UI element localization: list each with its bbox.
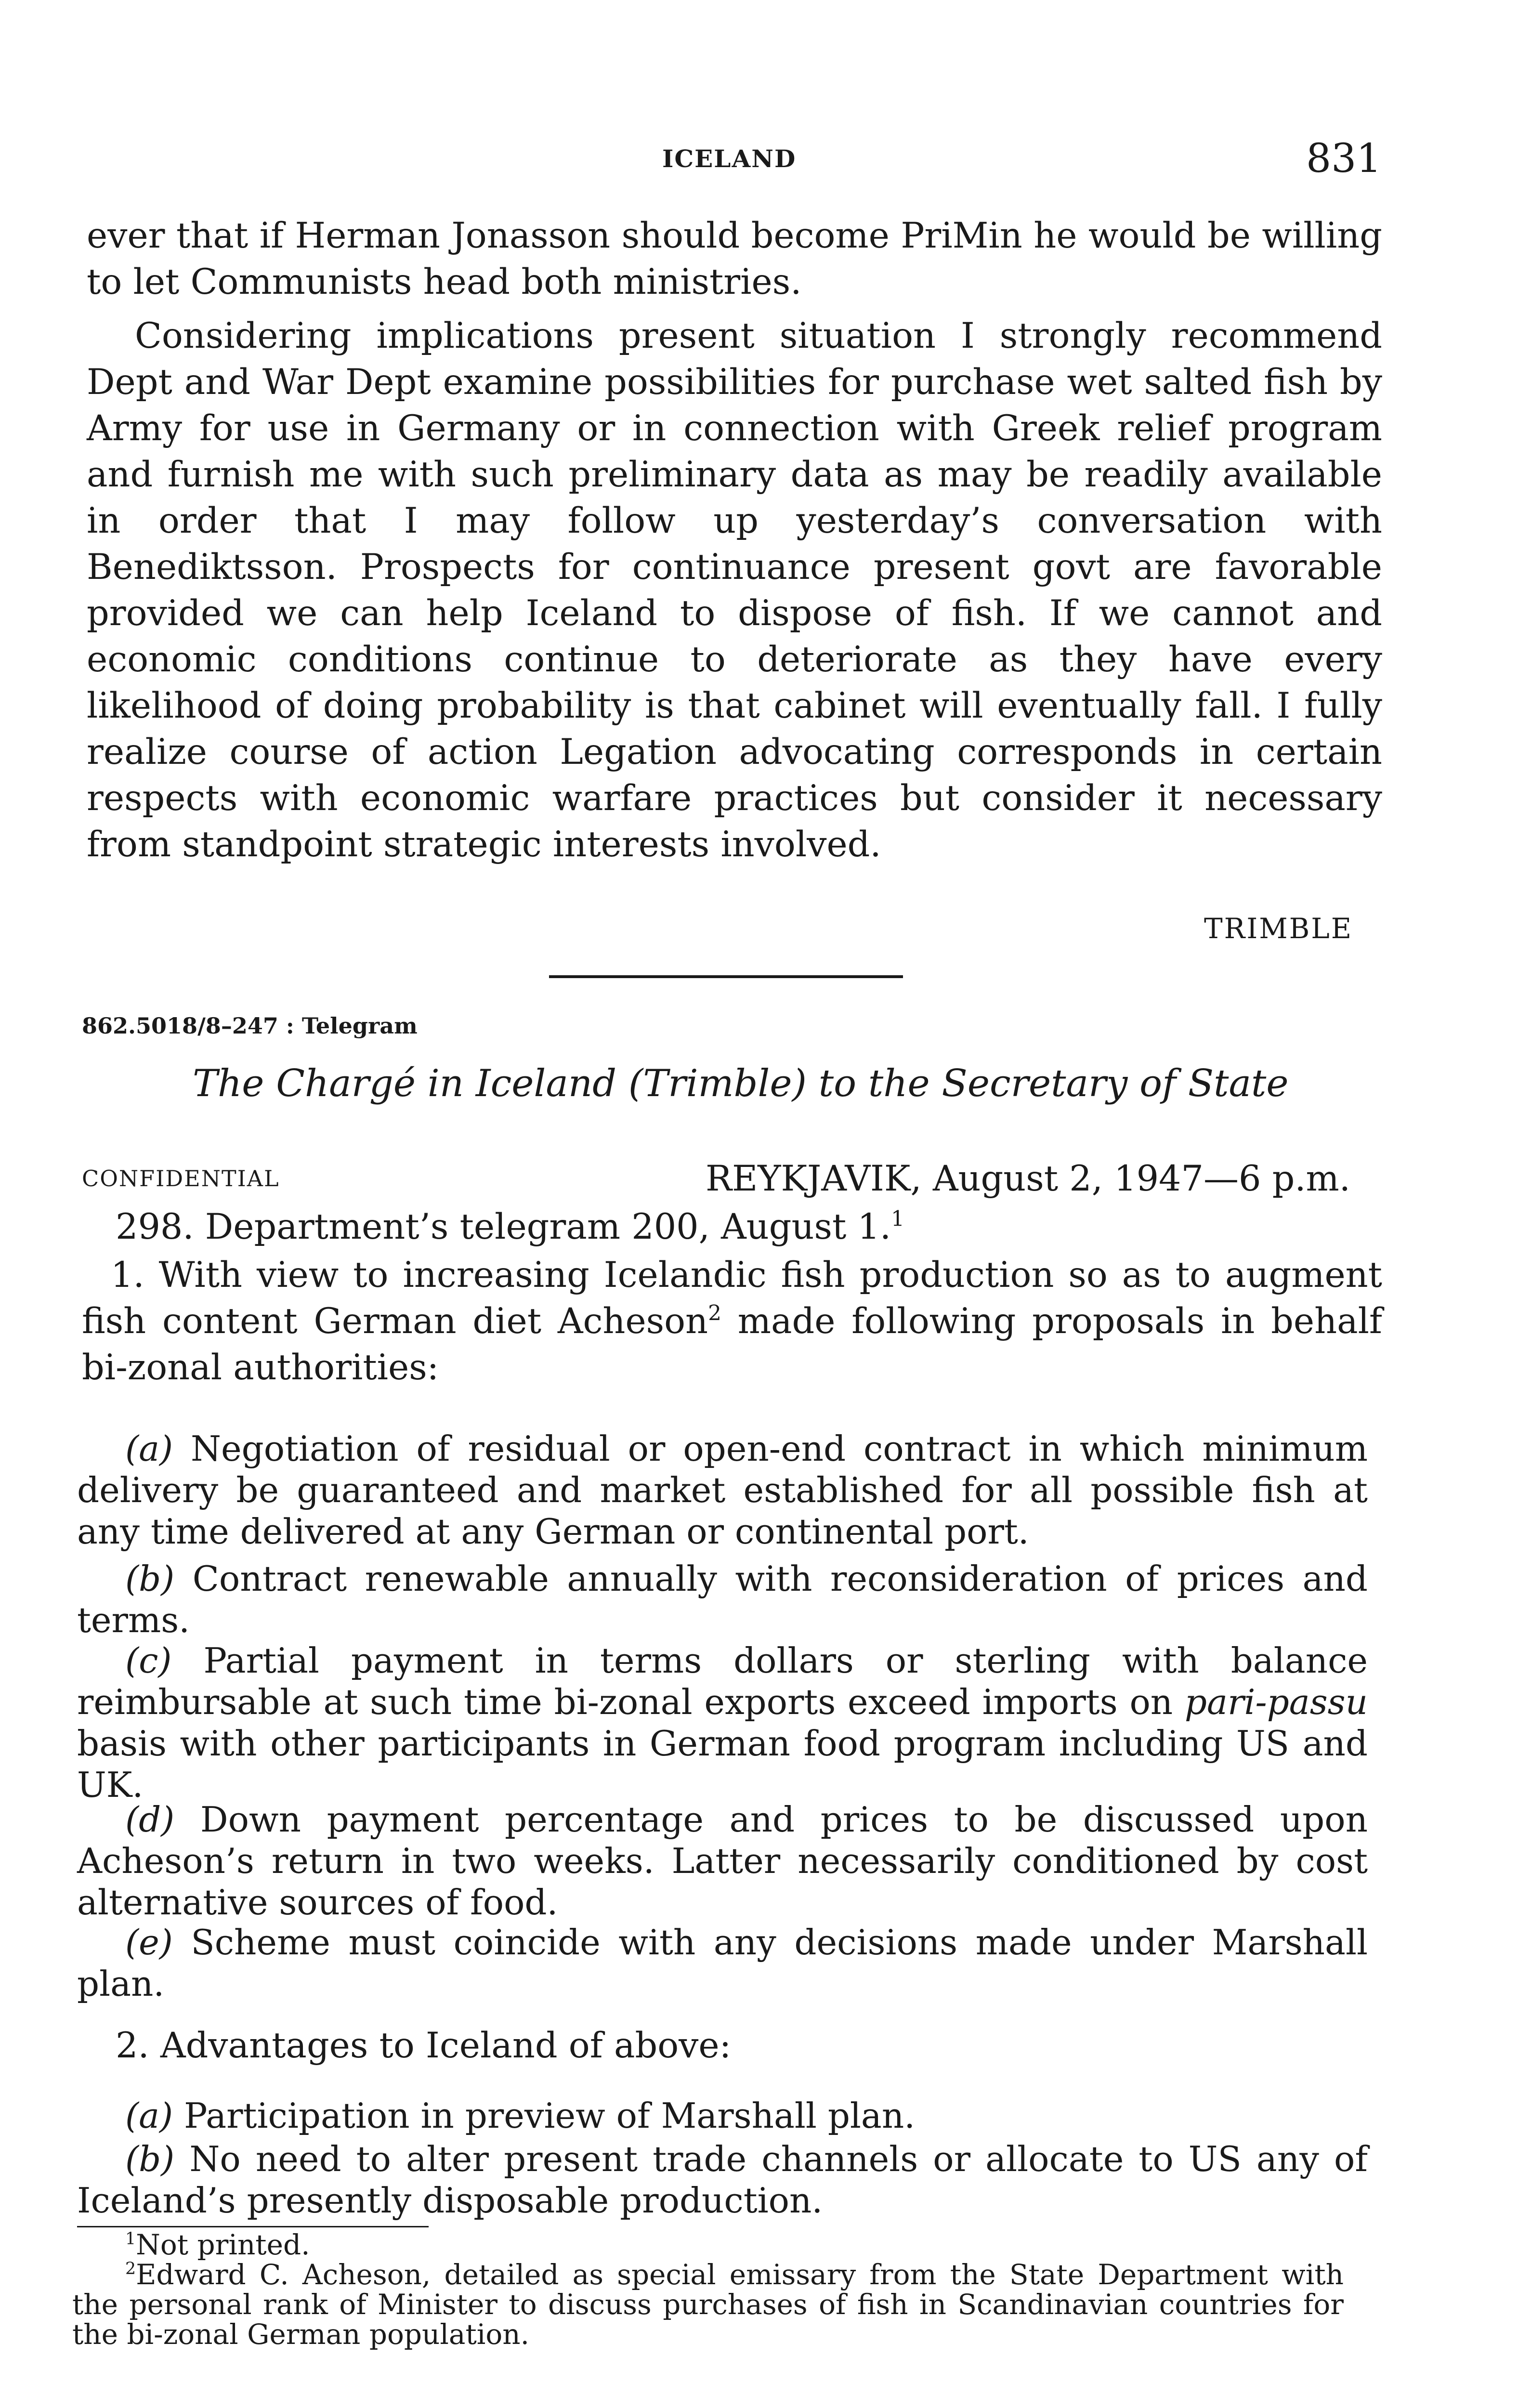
paragraph-continuation: ever that if Herman Jonasson should become PriMin he would be willing to let Communists head both ministries. — [87, 215, 1382, 302]
proposal-item-label: (a) — [125, 1428, 173, 1469]
advantage-item-label: (b) — [125, 2139, 175, 2179]
proposals-intro-paragraph — [82, 1252, 1382, 1391]
footnote — [72, 2260, 1344, 2349]
proposal-item-text: Scheme must coincide with any decisions made under Marshall plan. — [77, 1922, 1368, 2004]
footnote-divider — [77, 2226, 429, 2227]
advantage-item — [77, 2138, 1368, 2221]
paragraph-recommendation: Considering implications present situation I strongly recommend Dept and War Dept examine possibilities for purchase wet salted fish by Army for use in Germany or in connection with Greek relief program and furnish me with such preliminary data as may be readily available in order that I may follow up yesterday’s conversation with Benediktsson. Prospects for continuance present govt are favorable provided we can help Iceland to dispose of fish. If we cannot and economic conditions continue to deteriorate as they have every likelihood of doing probability is that cabinet will eventually fall. I fully realize course of action Legation advocating corresponds in certain respects with economic warfare practices but consider it necessary from standpoint strategic interests involved. — [87, 315, 1382, 865]
proposals-intro-text-b: made following proposals in behalf bi-zonal authorities: — [82, 1301, 1382, 1388]
place-date-line: REYKJAVIK, August 2, 1947—6 p.m. — [706, 1158, 1350, 1199]
file-reference: 862.5018/8–247 : Telegram — [82, 1013, 418, 1039]
footnote-marker-1: 1 — [891, 1206, 905, 1231]
proposal-item — [77, 1558, 1368, 1641]
proposal-item-text: Down payment percentage and prices to be discussed upon Acheson’s return in two weeks. Latter necessarily conditioned by cost alternative sources of food. — [77, 1799, 1368, 1923]
proposal-item — [77, 1922, 1368, 2004]
proposal-item-text-b: basis with other participants in German food program including US and UK. — [77, 1723, 1368, 1805]
telegram-reference-text: 298. Department’s telegram 200, August 1. — [116, 1206, 891, 1247]
classification-label: CONFIDENTIAL — [82, 1165, 280, 1191]
footnote-text: Not printed. — [136, 2228, 310, 2261]
proposal-item-label: (b) — [125, 1558, 175, 1599]
advantage-item-text: No need to alter present trade channels or allocate to US any of Iceland’s presently disposable production. — [77, 2139, 1368, 2221]
advantage-item-label: (a) — [125, 2095, 173, 2136]
telegram-reference-paragraph — [116, 1204, 1382, 1250]
advantages-heading: 2. Advantages to Iceland of above: — [116, 2025, 732, 2066]
footnote-marker-2: 2 — [708, 1301, 721, 1326]
footnote — [72, 2230, 1344, 2260]
running-header-title: ICELAND — [662, 144, 797, 173]
proposal-item-text: Contract renewable annually with reconsideration of prices and terms. — [77, 1558, 1368, 1640]
advantage-item-text: Participation in preview of Marshall plan. — [184, 2095, 916, 2136]
footnote-mark: 2 — [125, 2259, 136, 2279]
proposal-item-label: (e) — [125, 1922, 173, 1963]
proposal-item — [77, 1799, 1368, 1923]
proposal-item-label: (d) — [125, 1799, 175, 1840]
signature: TRIMBLE — [1204, 912, 1353, 945]
footnote-mark: 1 — [125, 2229, 136, 2249]
proposals-intro-text-a: 1. With view to increasing Icelandic fish production so as to augment fish content German diet Acheson — [82, 1255, 1382, 1342]
section-divider — [549, 975, 903, 978]
footnotes — [72, 2230, 1344, 2349]
document-title: The Chargé in Iceland (Trimble) to the Secretary of State — [193, 1062, 1289, 1105]
advantage-item — [77, 2095, 1368, 2136]
page-number: 831 — [1306, 136, 1382, 182]
proposal-item-text: Negotiation of residual or open-end contract in which minimum delivery be guaranteed and market established for all possible fish at any time delivered at any German or continental port. — [77, 1428, 1368, 1552]
footnote-text: Edward C. Acheson, detailed as special emissary from the State Department with the personal rank of Minister to discuss purchases of fish in Scandinavian countries for the bi-zonal German population. — [72, 2258, 1344, 2351]
proposal-item-italic-term: pari-passu — [1184, 1682, 1368, 1722]
proposal-item-text-a: Partial payment in terms dollars or sterling with balance reimbursable at such time bi-zonal exports exceed imports on — [77, 1640, 1368, 1722]
proposal-item-label: (c) — [125, 1640, 172, 1681]
proposal-item — [77, 1640, 1368, 1806]
proposal-item — [77, 1428, 1368, 1552]
